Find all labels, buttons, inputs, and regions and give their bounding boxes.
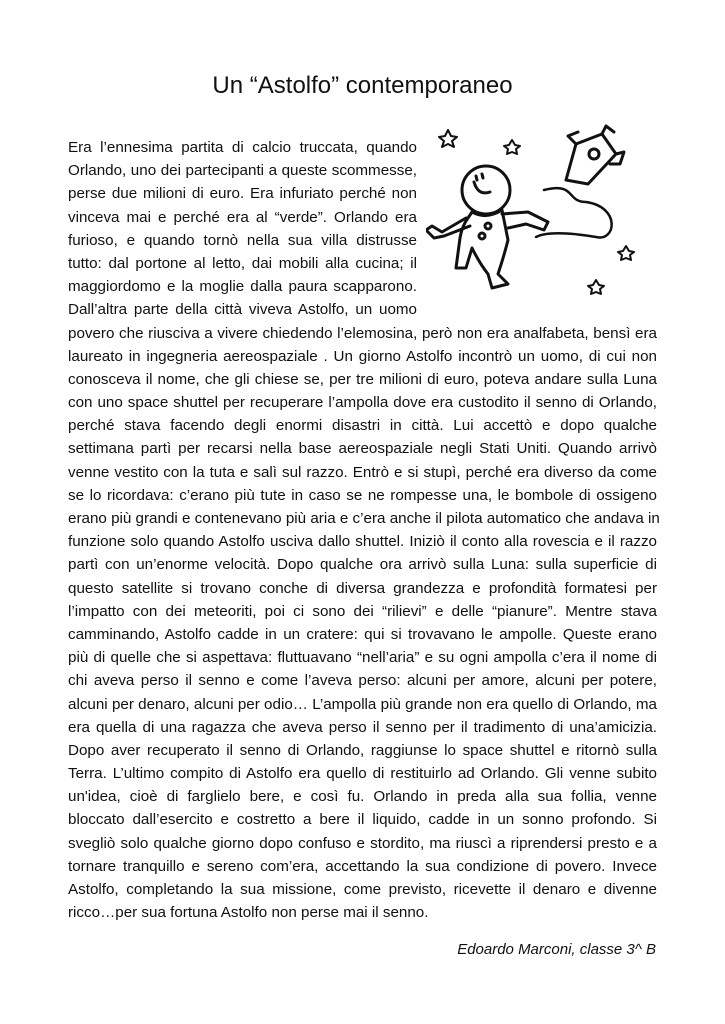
paragraph-line: laureato in ingegneria aereospaziale . Un giorno Astolfo incontrò un uomo, di cui non (68, 347, 657, 365)
paragraph-line: chi aveva perso il senno e come l’aveva perso: alcuni per amore, alcuni per potere, (68, 672, 657, 690)
paragraph-line: settimana partì per recarsi nella base aereospaziale negli Stati Uniti. Quando arrivò (68, 440, 657, 458)
paragraph-line: Orlando, uno dei partecipanti a queste scommesse, (68, 162, 417, 180)
paragraph-line: tutto: dal portone al letto, dai mobili alla cucina; il (68, 254, 417, 272)
paragraph-line: tornare tranquillo e sereno com’era, accettando la sua condizione di povero. Invece (68, 857, 657, 875)
page-title: Un “Astolfo” contemporaneo (212, 72, 513, 99)
paragraph-line: Era l’ennesima partita di calcio truccata, quando (68, 139, 417, 156)
paragraph-line: era quella di una ragazza che aveva perso il senno per il tradimento di una’amicizia. (68, 718, 657, 736)
paragraph-line: un'idea, cioè di farglielo bere, e così fu. Orlando in preda alla sua follia, venne (68, 788, 657, 806)
paragraph-line: vinceva mai e perché era al “verde”. Orlando era (68, 208, 417, 226)
paragraph-line: perché stava facendo degli enormi disastri in città. Lui accettò e dopo qualche (68, 417, 657, 435)
paragraph-line: conosceva il nome, che gli chiese se, per tre milioni di euro, poteva andare sulla Luna (68, 370, 657, 388)
paragraph-line: alcuni per denaro, alcuni per odio… L’ampolla più grande non era quello di Orlando, ma (68, 695, 657, 713)
paragraph-line: furioso, e quando tornò nella sua villa distrusse (68, 231, 417, 249)
paragraph-line: erano più grandi e contenevano più aria e c’era anche il pilota automatico che andava in (68, 510, 660, 527)
article-body (68, 136, 660, 924)
paragraph-line: bloccato dall’esercito e costretto a bere il liquido, cadde in un sonno profondo. Si (68, 811, 657, 829)
paragraph-line: Terra. L’ultimo compito di Astolfo era quello di restituirlo ad Orlando. Gli venne subito (68, 765, 657, 783)
paragraph-line: Dopo aver recuperato il senno di Orlando, raggiunse lo space shuttel e ritornò sulla (68, 741, 657, 759)
author-signature: Edoardo Marconi, classe 3^ B (457, 941, 656, 958)
paragraph-line: povero che riusciva a vivere chiedendo l’elemosina, però non era analfabeta, bensì era (68, 324, 657, 342)
paragraph-line: l’impatto con dei meteoriti, poi ci sono dei “rilievi” e delle “pianure”. Mentre stava (68, 602, 657, 620)
paragraph-line: con uno space shuttel per recuperare l’ampolla dove era custodito il senno di Orlando, (68, 394, 657, 412)
paragraph-line: venne vestito con la tuta e salì sul razzo. Entrò e si stupì, perché era diverso da come (68, 463, 657, 481)
paragraph-line: Dall’altra parte della città viveva Astolfo, un uomo (68, 301, 417, 319)
paragraph-line: questo satellite si trovano conche di diversa grandezza e profondità formatesi per (68, 579, 657, 597)
paragraph-line: più di quelle che si aspettava: fluttuavano “nell’aria” e su ogni ampolla c’era il nome di (68, 649, 657, 667)
paragraph-line: camminando, Astolfo cadde in un cratere: qui si trovavano le ampolle. Queste erano (68, 625, 657, 643)
paragraph-line: ricco…per sua fortuna Astolfo non perse mai il senno. (68, 904, 429, 922)
paragraph-line: se lo ricordava: c’erano più tute in caso se ne rompesse una, le bombole di ossigeno (68, 486, 657, 504)
paragraph-line: funzione solo quando Astolfo usciva dallo shuttel. Iniziò il conto alla rovescia e il razzo (68, 533, 657, 551)
paragraph-line: partì con un’enorme velocità. Dopo qualche ora arrivò sulla Luna: sulla superficie di (68, 556, 657, 574)
paragraph-line: perse due milioni di euro. Era infuriato perché non (68, 185, 417, 203)
paragraph-line: maggiordomo e la moglie dalla paura scapparono. (68, 278, 417, 296)
paragraph-line: Astolfo, completando la sua missione, come previsto, ricevette il denaro e divenne (68, 881, 657, 898)
paragraph-line: svegliò solo qualche giorno dopo confuso e stordito, ma riuscì a riprendersi presto e a (68, 834, 657, 852)
